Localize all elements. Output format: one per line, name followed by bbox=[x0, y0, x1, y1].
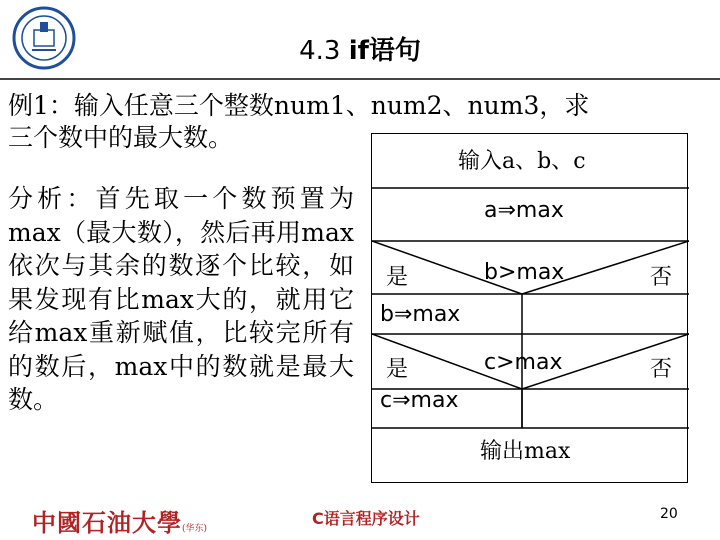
brand-name: 中國石油大學 bbox=[32, 508, 182, 537]
title-divider bbox=[0, 78, 720, 80]
ns-flowchart bbox=[371, 133, 688, 483]
title-suffix: 语句 bbox=[368, 36, 421, 66]
brand-sub: (华东) bbox=[182, 524, 208, 534]
cond2-no-label: 否 bbox=[650, 357, 673, 382]
page-number: 20 bbox=[660, 506, 678, 522]
input-step: 输入a、b、c bbox=[458, 149, 586, 174]
analysis-text: 分析：首先取一个数预置为max（最大数），然后再用max依次与其余的数逐个比较，如果发现有比max大的，就用它给max重新赋值，比较完所有的数后，max中的数就是最大数。 bbox=[8, 184, 354, 414]
footer-brand bbox=[32, 503, 207, 538]
cond2-yes-label: 是 bbox=[386, 357, 409, 382]
example-line-1: 例1：输入任意三个整数num1、num2、num3，求 bbox=[8, 91, 590, 120]
slide-title bbox=[0, 30, 720, 67]
output-step: 输出max bbox=[480, 439, 571, 464]
cond2-condition: c>max bbox=[484, 350, 563, 375]
footer-course: C语言程序设计 bbox=[312, 509, 420, 528]
title-prefix: 4.3 bbox=[299, 36, 349, 66]
cond1-condition: b>max bbox=[484, 260, 565, 285]
example-line-2: 三个数中的最大数。 bbox=[8, 123, 234, 152]
cond1-yes-label: 是 bbox=[386, 265, 409, 290]
assign-a-step: a⇒max bbox=[484, 198, 564, 223]
cond1-no-label: 否 bbox=[650, 265, 673, 290]
assign-c-step: c⇒max bbox=[380, 388, 459, 413]
assign-b-step: b⇒max bbox=[380, 302, 461, 327]
title-keyword: if bbox=[348, 36, 369, 66]
